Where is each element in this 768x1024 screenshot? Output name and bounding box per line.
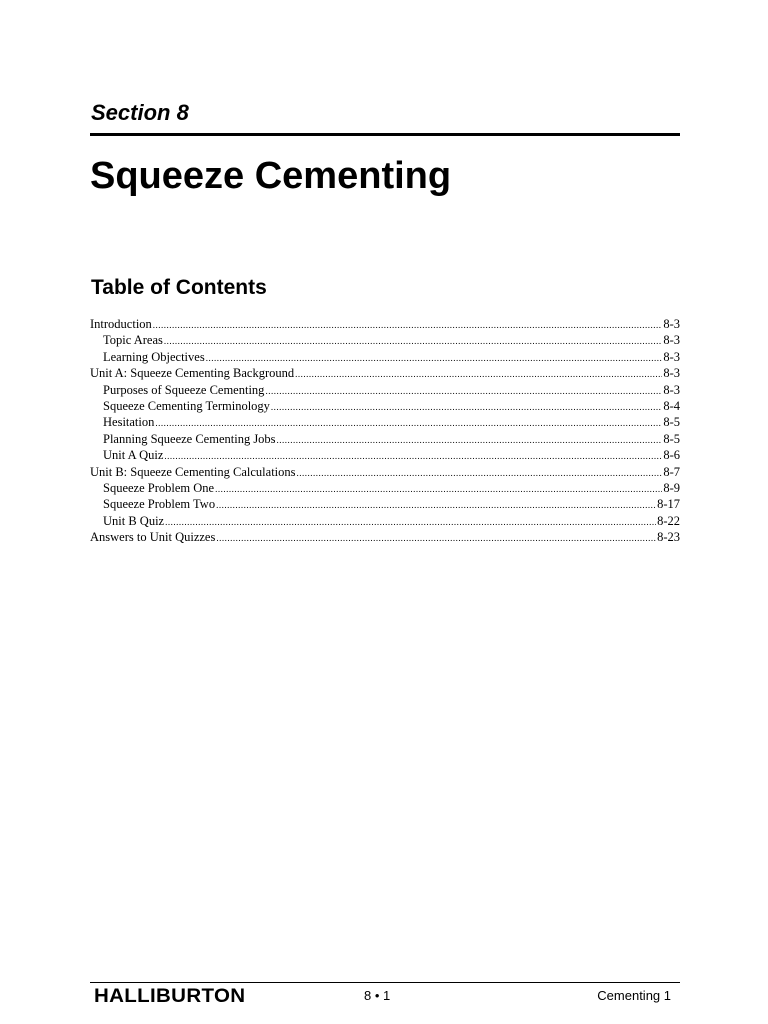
toc-entry-title: Unit B: Squeeze Cementing Calculations <box>90 464 296 479</box>
toc-entry-page: 8-7 <box>663 464 680 479</box>
toc-dot-leader <box>295 365 662 382</box>
toc-dot-leader <box>165 513 656 530</box>
table-of-contents <box>90 316 680 545</box>
toc-entry[interactable] <box>90 496 680 512</box>
toc-entry[interactable] <box>90 365 680 381</box>
toc-entry-page: 8-5 <box>663 431 680 446</box>
footer-divider <box>90 982 680 983</box>
toc-entry-page: 8-6 <box>663 448 680 463</box>
toc-entry-page: 8-4 <box>663 398 680 413</box>
halliburton-logo: HALLIBURTON <box>94 986 246 1007</box>
section-label: Section 8 <box>91 100 189 125</box>
toc-entry[interactable] <box>90 398 680 414</box>
toc-entry-page: 8-3 <box>663 317 680 331</box>
toc-dot-leader <box>216 529 656 546</box>
toc-entry[interactable] <box>90 480 680 496</box>
toc-entry-page: 8-22 <box>657 513 680 528</box>
toc-entry-title: Planning Squeeze Cementing Jobs <box>103 431 276 446</box>
toc-entry[interactable] <box>90 414 680 430</box>
toc-entry-page: 8-23 <box>657 530 680 545</box>
toc-dot-leader <box>164 332 662 349</box>
section-divider <box>90 133 680 136</box>
toc-dot-leader <box>277 431 663 448</box>
toc-entry-page: 8-3 <box>663 333 680 348</box>
toc-entry-title: Unit B Quiz <box>103 513 165 528</box>
toc-dot-leader <box>155 414 662 431</box>
toc-entry[interactable] <box>90 382 680 398</box>
toc-entry-page: 8-17 <box>657 497 680 512</box>
chapter-title: Squeeze Cementing <box>90 155 452 197</box>
toc-entry[interactable] <box>90 316 680 332</box>
toc-entry-title: Topic Areas <box>103 333 163 348</box>
toc-entry[interactable] <box>90 513 680 529</box>
toc-entry-page: 8-3 <box>663 382 680 397</box>
toc-entry[interactable] <box>90 349 680 365</box>
toc-dot-leader <box>297 464 663 481</box>
toc-entry-title: Hesitation <box>103 415 155 430</box>
toc-entry-page: 8-3 <box>663 366 680 381</box>
toc-dot-leader <box>271 398 662 415</box>
toc-entry[interactable] <box>90 529 680 545</box>
toc-dot-leader <box>216 496 656 513</box>
toc-dot-leader <box>153 316 663 333</box>
toc-entry-title: Purposes of Squeeze Cementing <box>103 382 265 397</box>
toc-dot-leader <box>265 382 662 399</box>
toc-entry-page: 8-5 <box>663 415 680 430</box>
toc-entry-title: Answers to Unit Quizzes <box>90 530 216 545</box>
toc-entry-title: Unit A: Squeeze Cementing Background <box>90 366 295 381</box>
toc-entry[interactable] <box>90 447 680 463</box>
toc-entry-title: Squeeze Problem One <box>103 480 215 495</box>
toc-entry-title: Unit A Quiz <box>103 448 164 463</box>
footer-page-number: 8 • 1 <box>364 988 391 1003</box>
toc-entry[interactable] <box>90 464 680 480</box>
toc-dot-leader <box>164 447 662 464</box>
toc-dot-leader <box>215 480 662 497</box>
toc-entry-title: Squeeze Cementing Terminology <box>103 398 270 413</box>
footer-book-title: Cementing 1 <box>597 988 671 1003</box>
toc-heading: Table of Contents <box>91 276 267 299</box>
toc-entry-page: 8-9 <box>663 480 680 495</box>
toc-dot-leader <box>206 349 663 366</box>
toc-entry-title: Learning Objectives <box>103 349 205 364</box>
toc-entry-page: 8-3 <box>663 349 680 364</box>
toc-entry[interactable] <box>90 431 680 447</box>
toc-entry-title: Introduction <box>90 317 152 331</box>
toc-entry[interactable] <box>90 332 680 348</box>
toc-entry-title: Squeeze Problem Two <box>103 497 216 512</box>
